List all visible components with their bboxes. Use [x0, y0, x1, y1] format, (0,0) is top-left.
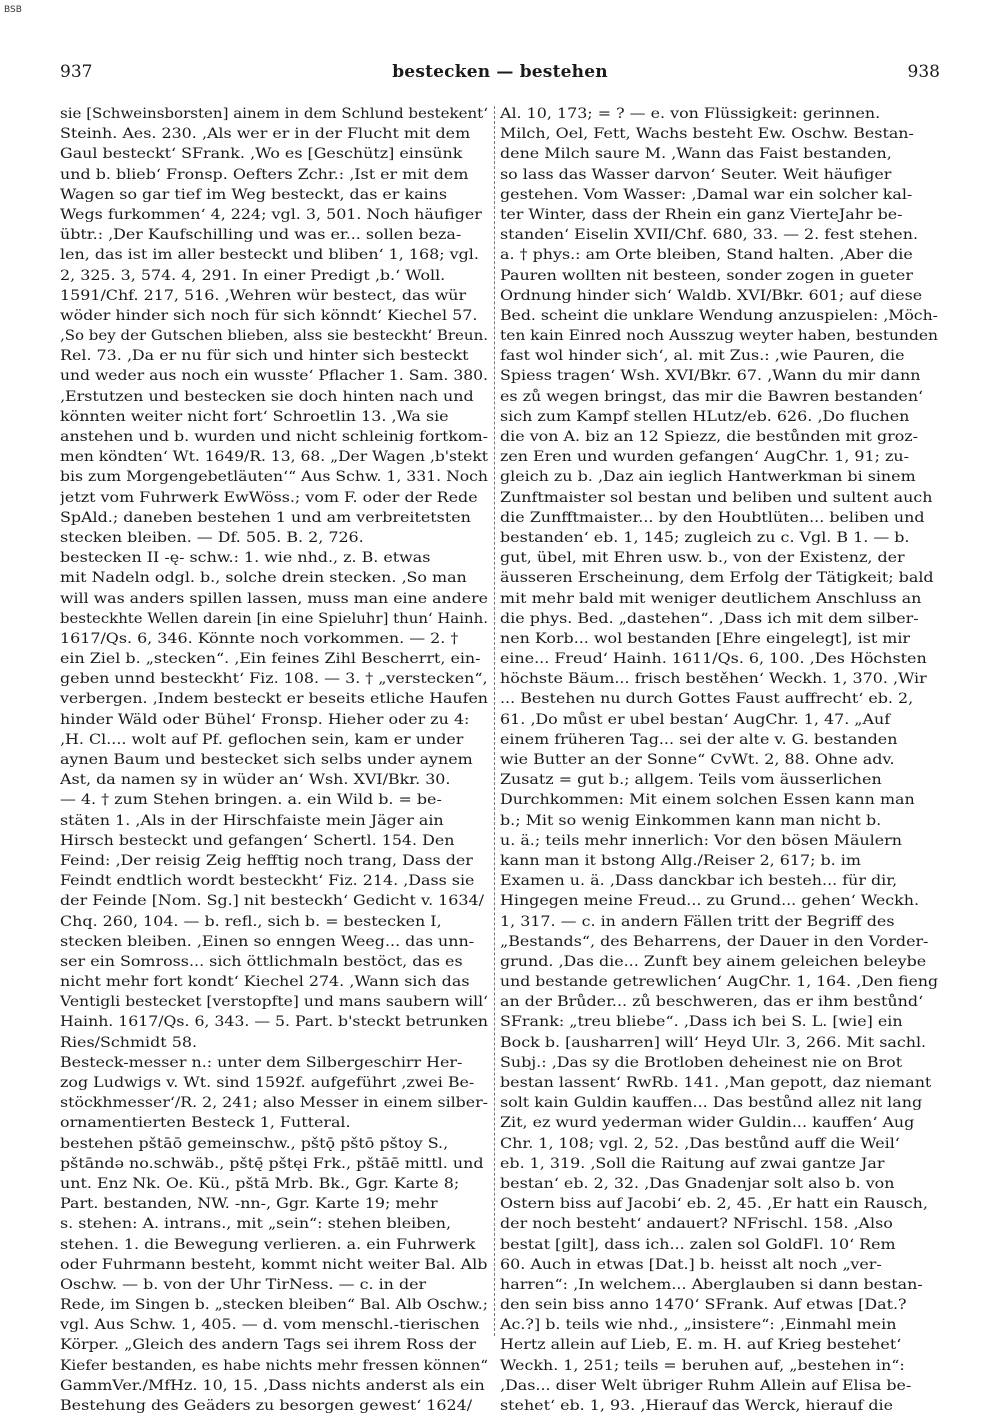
text-line: ... Bestehen nu durch Gottes Faust auffrecht‘ eb. 2,: [500, 691, 914, 708]
text-line: Part. bestanden, NW. -nn-, Ggr. Karte 19; mehr: [60, 1196, 438, 1213]
text-line: höchste Bäum... frisch bestěhen‘ Weckh. 1, 370. ‚Wir: [500, 671, 927, 688]
text-line: Ac.?] b. teils wie nhd., „insistere“: ‚Einmahl mein: [500, 1317, 897, 1334]
text-line: Ordnung hinder sich‘ Waldb. XVI/Bkr. 601; auf diese: [500, 287, 923, 304]
text-line: jetzt vom Fuhrwerk EwWöss.; vom F. oder der Rede: [60, 489, 478, 506]
text-line: bis zum Morgengebetläuten‘“ Aus Schw. 1, 331. Noch: [60, 469, 488, 486]
text-line: übtr.: ‚Der Kaufschilling und was er... sollen beza-: [60, 227, 462, 244]
text-line: Hingegen meine Freud... zu Grund... gehen‘ Weckh.: [500, 893, 920, 910]
text-line: Subj.: ‚Das sy die Brotloben deheinest nie on Brot: [500, 1054, 903, 1071]
text-line: 1, 317. — c. in andern Fällen tritt der Begriff des: [500, 913, 895, 930]
text-line: nicht mehr fort kondt‘ Kiechel 274. ‚Wann sich das: [60, 974, 470, 991]
text-line: die von A. biz an 12 Spiezz, die bestůnden mit groz-: [500, 429, 919, 445]
text-line: a. † phys.: am Orte bleiben, Stand halten. ‚Aber die: [500, 247, 913, 264]
text-line: ein Ziel b. „stecken“. ‚Ein feines Zihl Bescherrt, ein-: [60, 651, 481, 668]
right-text-column: [500, 104, 940, 1416]
text-line: gut, übel, mit Ehren usw. b., von der Existenz, der: [500, 550, 905, 567]
text-line: Chq. 260, 104. — b. refl., sich b. = bestecken I,: [60, 913, 442, 930]
page-number-left: 937: [60, 62, 93, 82]
text-line: — 4. † zum Stehen bringen. a. ein Wild b. = be-: [60, 792, 442, 809]
text-line: Examen u. ä. ‚Dass danckbar ich besteh... für dir,: [500, 873, 898, 890]
text-line: Rel. 73. ‚Da er nu für sich und hinter sich besteckt: [60, 348, 469, 365]
text-line: Körper. „Gleich des andern Tags sei ihrem Ross der: [60, 1337, 477, 1354]
text-line: die phys. Bed. „dastehen“. ‚Dass ich mit dem silber-: [500, 610, 919, 627]
text-line: dene Milch saure M. ‚Wann das Faist bestanden,: [500, 146, 892, 163]
text-line: mit mehr bald mit weniger deutlichem Anschluss an: [500, 590, 922, 607]
text-line: 1617/Qs. 6, 346. Könnte noch vorkommen. — 2. †: [60, 630, 459, 647]
text-line: mit Nadeln odgl. b., solche drein stecken. ‚So man: [60, 570, 467, 587]
text-line: ser ein Somross... sich öttlichmaln bestöct, das es: [60, 953, 463, 970]
text-line: Ostern biss auf Jacobi‘ eb. 2, 45. ‚Er hatt ein Rausch,: [500, 1196, 928, 1213]
text-line: Feindt endtlich wordt besteckht‘ Fiz. 214. ‚Dass sie: [60, 873, 475, 890]
text-line: und b. blieb‘ Fronsp. Oefters Zchr.: ‚Ist er mit dem: [60, 166, 469, 183]
text-line: hinder Wäld oder Bühel‘ Fronsp. Hieher oder zu 4:: [60, 711, 470, 728]
text-line: zog Ludwigs v. Wt. sind 1592f. aufgeführt ‚zwei Be-: [60, 1075, 475, 1091]
text-line: bestat [gilt], dass ich... zalen sol GoldFl. 10‘ Rem: [500, 1236, 896, 1253]
text-line: Hirsch besteckt und gefangen‘ Schertl. 154. Den: [60, 832, 455, 849]
text-line: Chr. 1, 108; vgl. 2, 52. ‚Das bestůnd auff die Weil‘: [500, 1135, 900, 1152]
text-line: harren“: ‚In welchem... Aberglauben si dann bestan-: [500, 1276, 923, 1293]
text-line: Weckh. 1, 251; teils = beruhen auf, „bestehen in“:: [500, 1357, 905, 1374]
text-line: bestan‘ eb. 2, 32. ‚Das Gnadenjar solt also b. von: [500, 1175, 895, 1192]
text-line: Pauren wollten nit besteen, sonder zogen in gueter: [500, 267, 913, 284]
text-line: besteckhte Wellen darein [in eine Spieluhr] thun‘ Hainh.: [60, 610, 488, 627]
text-line: könnten weiter nicht fort‘ Schroetlin 13. ‚Wa sie: [60, 408, 449, 425]
text-line: Bestehung des Geäders zu besorgen gewest‘ 1624/: [60, 1398, 473, 1414]
text-line: oder Fuhrmann besteht, kommt nicht weiter Bal. Alb: [60, 1256, 488, 1273]
text-line: Kiefer bestanden, es habe nichts mehr fressen können“: [60, 1357, 488, 1374]
text-line: solt kain Guldin kauffen... Das bestůnd allez nit lang: [500, 1095, 923, 1112]
text-line: aynen Baum und bestecket sich selbs under aynem: [60, 752, 473, 768]
text-line: anstehen und b. wurden und nicht schleinig fortkom-: [60, 429, 488, 445]
text-line: ter Winter, dass der Rhein ein ganz VierteJahr be-: [500, 206, 903, 223]
text-line: und weder aus noch ein wusste‘ Pflacher 1. Sam. 380.: [60, 368, 488, 385]
text-line: so lass das Wasser darvon‘ Seuter. Weit häufiger: [500, 166, 892, 183]
text-line: verbergen. ‚Indem besteckt er beseits etliche Haufen: [60, 691, 489, 708]
text-line: unt. Enz Nk. Oe. Kü., pštā Mrb. Bk., Ggr. Karte 8;: [60, 1175, 460, 1192]
page-header: [60, 62, 940, 88]
text-line: einem früheren Tag... sei der alte v. G. bestanden: [500, 731, 898, 748]
text-line: Zunftmaister sol bestan und beliben und sultent auch: [500, 489, 933, 506]
text-line: 2, 325. 3, 574. 4, 291. In einer Predigt ‚b.‘ Woll.: [60, 267, 446, 284]
text-line: wie Butter an der Sonne“ CvWt. 2, 88. Ohne adv.: [500, 752, 895, 768]
text-line: zen Eren und wurden gefangen‘ AugChr. 1, 91; zu-: [500, 449, 910, 466]
text-line: eb. 1, 319. ‚Soll die Raitung auf zwai gantze Jar: [500, 1155, 885, 1172]
text-line: Durchkommen: Mit einem solchen Essen kann man: [500, 792, 915, 809]
text-line: fast wol hinder sich‘, al. mit Zus.: ‚wie Pauren, die: [500, 348, 905, 365]
page-number-right: 938: [907, 62, 940, 82]
text-line: ‚So bey der Gutschen blieben, alss sie besteckht‘ Breun.: [60, 328, 489, 345]
text-line: ‚H. Cl.... wolt auf Pf. geflochen sein, kam er under: [60, 731, 464, 748]
text-line: Bock b. [ausharren] will‘ Heyd Ulr. 3, 266. Mit sachl.: [500, 1034, 927, 1051]
text-line: Al. 10, 173; = ? — e. von Flüssigkeit: gerinnen.: [500, 106, 881, 122]
text-line: ‚Erstutzen und bestecken sie doch hinten nach und: [60, 388, 474, 405]
text-line: Zit, ez wurd yederman wider Guldin... kauffen‘ Aug: [500, 1115, 915, 1132]
text-line: Milch, Oel, Fett, Wachs besteht Ew. Oschw. Bestan-: [500, 126, 914, 143]
text-line: Ventigli bestecket [verstopfte] und mans saubern will‘: [60, 994, 488, 1011]
text-line: Hertz allein auf Lieb, E. m. H. auf Krieg bestehet‘: [500, 1337, 902, 1354]
text-line: SFrank: „treu bliebe“. ‚Dass ich bei S. L. [wie] ein: [500, 1014, 903, 1031]
text-line: an der Brůder... zů beschweren, das er ihm bestůnd‘: [500, 994, 924, 1011]
text-line: grund. ‚Das die... Zunft bey ainem geleichen beleybe: [500, 953, 927, 970]
text-line: gestehen. Vom Wasser: ‚Damal war ein solcher kal-: [500, 186, 913, 203]
text-line: SpAld.; daneben bestehen 1 und am verbreitetsten: [60, 509, 471, 526]
text-line: „Bestands“, des Beharrens, der Dauer in den Vorder-: [500, 933, 929, 950]
library-stamp: BSB: [4, 5, 22, 15]
text-line: 60. Auch in etwas [Dat.] b. heisst alt noch „ver-: [500, 1256, 882, 1273]
text-line: len, das ist im aller besteckt und bliben‘ 1, 168; vgl.: [60, 247, 479, 264]
text-line: geben unnd besteckht‘ Fiz. 108. — 3. † „verstecken“,: [60, 671, 488, 688]
text-line: standen‘ Eiselin XVII/Chf. 680, 33. — 2. fest stehen.: [500, 227, 919, 244]
text-line: Rede, im Singen b. „stecken bleiben“ Bal. Alb Oschw.;: [60, 1297, 488, 1314]
text-line: 1591/Chf. 217, 516. ‚Wehren wür bestect, das wür: [60, 287, 467, 304]
text-line: ten kain Einred noch Ausszug weyter haben, bestunden: [500, 328, 938, 345]
text-line: bestecken II -ę- schw.: 1. wie nhd., z. B. etwas: [60, 550, 431, 567]
text-line: ‚Das... diser Welt übriger Ruhm Allein auf Elisa be-: [500, 1377, 912, 1394]
text-line: stecken bleiben. ‚Einen so enngen Weeg... das unn-: [60, 933, 475, 950]
text-line: Feind: ‚Der reisig Zeig hefftig noch trang, Dass der: [60, 852, 473, 869]
text-line: Ries/Schmidt 58.: [60, 1034, 198, 1051]
text-line: Hainh. 1617/Qs. 6, 343. — 5. Part. b'steckt betrunken: [60, 1014, 489, 1031]
text-line: GammVer./MfHz. 10, 15. ‚Dass nichts anderst als ein: [60, 1377, 485, 1394]
text-line: will was anders spillen lassen, muss man eine andere: [60, 590, 489, 607]
text-line: vgl. Aus Schw. 1, 405. — d. vom menschl.-tierischen: [60, 1317, 480, 1334]
text-line: gleich zu b. ‚Daz ain ieglich Hantwerkman bi sinem: [500, 469, 916, 486]
text-line: der Feinde [Nom. Sg.] nit besteckh‘ Gedicht v. 1634/: [60, 893, 484, 910]
text-line: stecken bleiben. — Df. 505. B. 2, 726.: [60, 529, 364, 546]
text-line: stöckhmesser‘/R. 2, 241; also Messer in einem silber-: [60, 1095, 488, 1112]
text-line: kann man it bstong Allg./Reiser 2, 617; b. im: [500, 852, 861, 869]
text-line: pštāndə no.schwäb., pštę̄ pštęi Frk., pštāē mittl. und: [60, 1155, 484, 1172]
text-line: Zusatz = gut b.; allgem. Teils vom äusserlichen: [500, 772, 882, 789]
text-line: s. stehen: A. intrans., mit „sein“: stehen bleiben,: [60, 1216, 452, 1233]
text-line: Bed. scheint die unklare Wendung anzuspielen: ‚Möch-: [500, 307, 938, 324]
column-divider: [494, 106, 495, 1336]
text-line: ornamentierten Besteck 1, Futteral.: [60, 1115, 351, 1132]
text-line: Ast, da namen sy in wüder an‘ Wsh. XVI/Bkr. 30.: [60, 772, 451, 789]
text-line: stäten 1. ‚Als in der Hirschfaiste mein Jäger ain: [60, 812, 444, 829]
text-line: Oschw. — b. von der Uhr TirNess. — c. in der: [60, 1276, 427, 1293]
text-line: u. ä.; teils mehr innerlich: Vor den bösen Mäulern: [500, 832, 902, 849]
text-line: stehen. 1. die Bewegung verlieren. a. ein Fuhrwerk: [60, 1236, 476, 1253]
text-line: Spiess tragen‘ Wsh. XVI/Bkr. 67. ‚Wann du mir dann: [500, 368, 921, 385]
text-line: und bestande getrewlichen‘ AugChr. 1, 164. ‚Den fieng: [500, 974, 938, 991]
text-line: men köndten‘ Wt. 1649/R. 13, 68. „Der Wagen ‚b'stekt: [60, 449, 488, 466]
text-line: bestehen pštāō gemeinschw., pštǭ pštō pštoy S.,: [60, 1135, 449, 1152]
text-line: die Zunfftmaister... by den Houbtlüten... beliben und: [500, 509, 925, 526]
text-line: Steinh. Aes. 230. ‚Als wer er in der Flucht mit dem: [60, 126, 471, 143]
text-line: den sein biss anno 1470‘ SFrank. Auf etwas [Dat.?: [500, 1297, 907, 1314]
text-line: sich zum Kampf stellen HLutz/eb. 626. ‚Do fluchen: [500, 408, 910, 425]
text-line: es zů wegen bringst, das mir die Bawren bestanden‘: [500, 388, 924, 405]
running-title: bestecken — bestehen: [392, 62, 608, 82]
text-line: Gaul besteckt‘ SFrank. ‚Wo es [Geschütz] einsünk: [60, 146, 463, 163]
text-line: der noch besteht‘ andauert? NFrischl. 158. ‚Also: [500, 1216, 893, 1233]
text-line: Wegs furkommen‘ 4, 224; vgl. 3, 501. Noch häufiger: [60, 206, 482, 223]
text-line: bestan lassent‘ RwRb. 141. ‚Man gepott, daz niemant: [500, 1075, 932, 1091]
text-line: stehet‘ eb. 1, 93. ‚Hierauf das Werck, hierauf die: [500, 1398, 894, 1414]
text-line: bestanden‘ eb. 1, 145; zugleich zu c. Vgl. B 1. — b.: [500, 529, 910, 546]
text-line: sie [Schweinsborsten] ainem in dem Schlund bestekent‘: [60, 106, 488, 122]
text-line: äusseren Erscheinung, dem Erfolg der Tätigkeit; bald: [500, 570, 934, 587]
text-line: Besteck-messer n.: unter dem Silbergeschirr Her-: [60, 1054, 463, 1071]
text-line: wöder hinder sich noch für sich könndt‘ Kiechel 57.: [60, 307, 478, 324]
text-line: Wagen so gar tief im Weg besteckt, das er kains: [60, 186, 448, 203]
left-text-column: [60, 104, 490, 1416]
text-line: nen Korb... wol bestanden [Ehre eingelegt], ist mir: [500, 630, 911, 647]
text-line: eine... Freud‘ Hainh. 1611/Qs. 6, 100. ‚Des Höchsten: [500, 651, 927, 668]
text-line: 61. ‚Do můst er ubel bestan‘ AugChr. 1, 47. „Auf: [500, 711, 891, 728]
text-line: b.; Mit so wenig Einkommen kann man nicht b.: [500, 812, 882, 829]
